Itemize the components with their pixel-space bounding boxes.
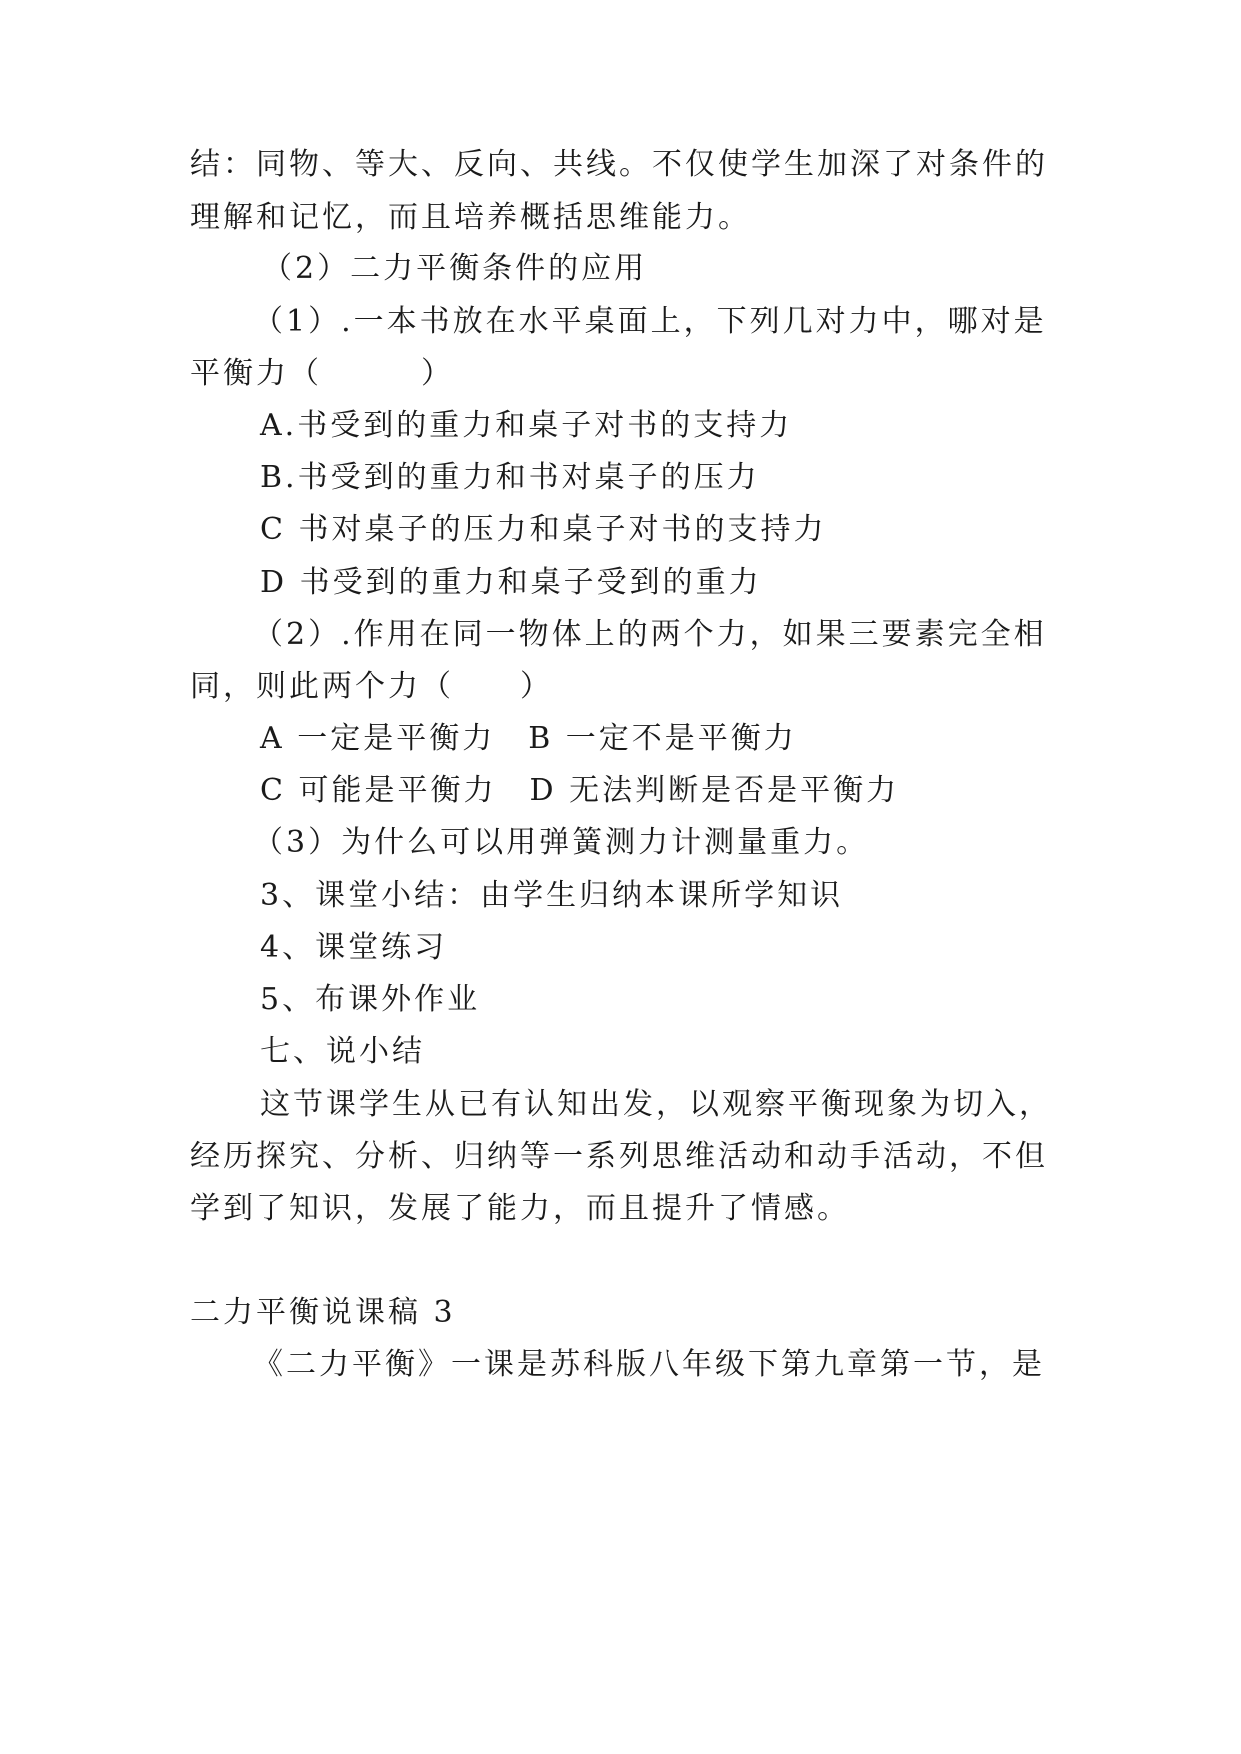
section-heading: （2）二力平衡条件的应用 (262, 251, 648, 286)
answer-option: D 书受到的重力和桌子受到的重力 (260, 565, 762, 600)
answer-option: B.书受到的重力和书对桌子的压力 (260, 460, 760, 495)
text-line: 3、课堂小结：由学生归纳本课所学知识 (260, 878, 844, 913)
question-text: 平衡力（ ） (190, 356, 454, 391)
text-line: 理解和记忆，而且培养概括思维能力。 (190, 200, 751, 235)
text-line: 结：同物、等大、反向、共线。不仅使学生加深了对条件的 (190, 147, 1048, 182)
paragraph-line: 这节课学生从已有认知出发，以观察平衡现象为切入， (260, 1087, 1052, 1122)
question-text: 同，则此两个力（ ） (190, 669, 553, 704)
answer-option: A.书受到的重力和桌子对书的支持力 (260, 408, 793, 443)
paragraph-line: 经历探究、分析、归纳等一系列思维活动和动手活动，不但 (190, 1139, 1048, 1174)
question-text: （2）.作用在同一物体上的两个力，如果三要素完全相 (253, 617, 1047, 652)
section-heading: 七、说小结 (260, 1034, 425, 1069)
question-text: （3）为什么可以用弹簧测力计测量重力。 (253, 825, 870, 860)
paragraph-line: 《二力平衡》一课是苏科版八年级下第九章第一节，是 (253, 1347, 1045, 1382)
answer-option: A 一定是平衡力 B 一定不是平衡力 (260, 721, 797, 756)
answer-option: C 书对桌子的压力和桌子对书的支持力 (260, 512, 827, 547)
text-line: 4、课堂练习 (260, 930, 448, 965)
document-title: 二力平衡说课稿 3 (190, 1295, 456, 1330)
question-text: （1）.一本书放在水平桌面上，下列几对力中，哪对是 (253, 304, 1047, 339)
text-line: 5、布课外作业 (260, 982, 481, 1017)
answer-option: C 可能是平衡力 D 无法判断是否是平衡力 (260, 773, 900, 808)
paragraph-line: 学到了知识，发展了能力，而且提升了情感。 (190, 1191, 850, 1226)
